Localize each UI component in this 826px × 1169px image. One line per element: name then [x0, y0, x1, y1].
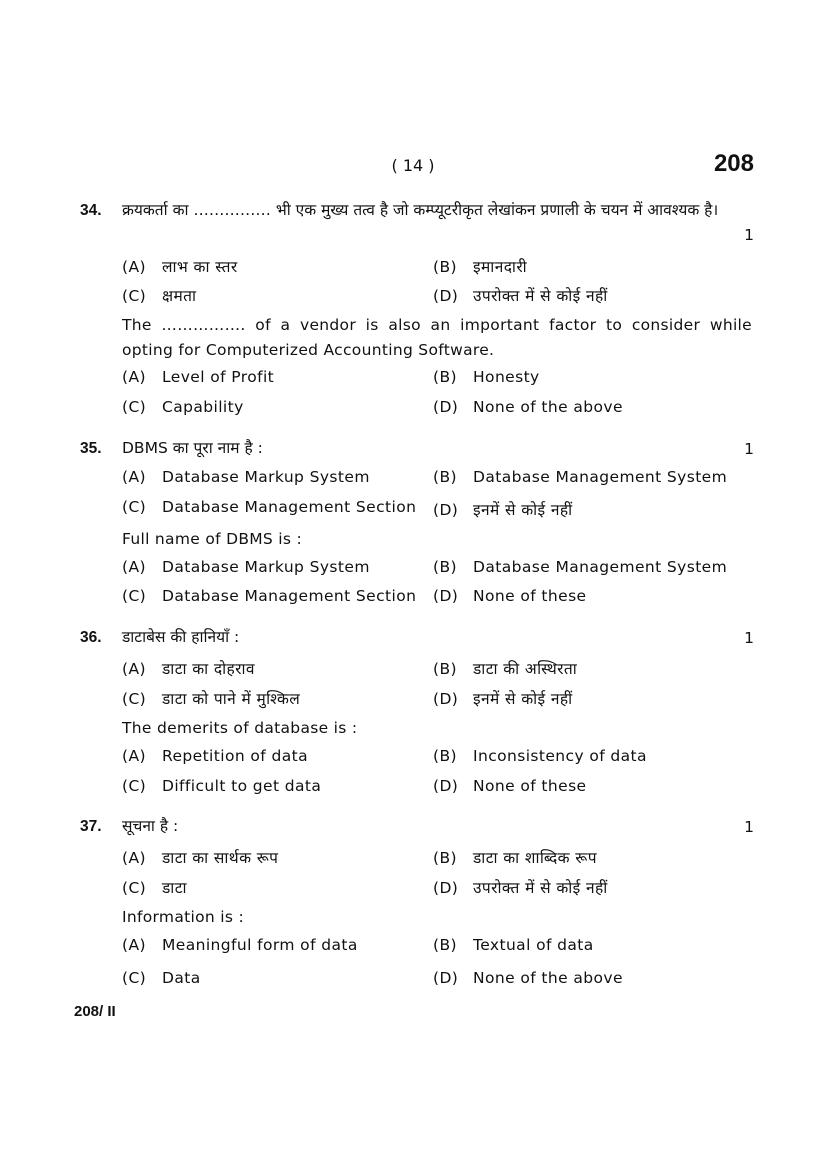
question-number: 37. [80, 818, 102, 835]
option-c-hindi: (C) Database Management Section [122, 498, 417, 516]
option-c-hindi: (C) क्षमता [122, 287, 197, 305]
question-text-hindi: डाटाबेस की हानियाँ : [122, 628, 240, 646]
question-text-hindi: DBMS का पूरा नाम है : [122, 439, 263, 457]
option-b-english: (B) Textual of data [433, 936, 594, 954]
option-d-english: (D) None of the above [433, 398, 623, 416]
question-number: 36. [80, 629, 102, 646]
option-a-english: (A) Level of Profit [122, 368, 275, 386]
option-b-english: (B) Database Management System [433, 558, 728, 576]
question-number: 34. [80, 202, 102, 219]
option-d-english: (D) None of the above [433, 969, 623, 987]
option-a-english: (A) Database Markup System [122, 558, 370, 576]
option-d-hindi: (D) इनमें से कोई नहीं [433, 690, 573, 708]
option-b-hindi: (B) डाटा की अस्थिरता [433, 660, 578, 678]
question-text-hindi: सूचना है : [122, 817, 179, 835]
option-b-hindi: (B) डाटा का शाब्दिक रूप [433, 849, 597, 867]
option-a-hindi: (A) लाभ का स्तर [122, 258, 238, 276]
option-b-hindi: (B) Database Management System [433, 468, 728, 486]
option-c-english: (C) Data [122, 969, 201, 987]
page-number: ( 14 ) [391, 156, 435, 175]
question-marks: 1 [744, 440, 754, 458]
question-text-english: The ……………. of a vendor is also an important factor to consider while opting for Computerized Accounting Software. [122, 316, 752, 359]
option-d-hindi: (D) इनमें से कोई नहीं [433, 501, 573, 519]
question-text-english: Information is : [122, 908, 244, 926]
option-b-hindi: (B) इमानदारी [433, 258, 528, 276]
option-d-hindi: (D) उपरोक्त में से कोई नहीं [433, 879, 608, 897]
option-b-english: (B) Inconsistency of data [433, 747, 647, 765]
question-marks: 1 [744, 629, 754, 647]
option-b-english: (B) Honesty [433, 368, 540, 386]
option-a-hindi: (A) डाटा का दोहराव [122, 660, 255, 678]
option-a-english: (A) Repetition of data [122, 747, 308, 765]
question-text-hindi: क्रयकर्ता का …………… भी एक मुख्य तत्व है जो कम्प्यूटरीकृत लेखांकन प्रणाली के चयन में आवश्यक है। [122, 201, 719, 219]
option-a-english: (A) Meaningful form of data [122, 936, 358, 954]
option-c-english: (C) Difficult to get data [122, 777, 322, 795]
question-text-english: Full name of DBMS is : [122, 530, 303, 548]
option-a-hindi: (A) डाटा का सार्थक रूप [122, 849, 279, 867]
option-c-english: (C) Database Management Section [122, 587, 417, 605]
question-number: 35. [80, 440, 102, 457]
paper-code: 208 [713, 150, 754, 177]
option-d-english: (D) None of these [433, 777, 587, 795]
option-c-hindi: (C) डाटा [122, 879, 187, 897]
question-marks: 1 [744, 226, 754, 244]
question-marks: 1 [744, 818, 754, 836]
option-c-hindi: (C) डाटा को पाने में मुश्किल [122, 690, 301, 708]
question-text-english: The demerits of database is : [122, 719, 358, 737]
option-a-hindi: (A) Database Markup System [122, 468, 370, 486]
option-c-english: (C) Capability [122, 398, 244, 416]
option-d-english: (D) None of these [433, 587, 587, 605]
option-d-hindi: (D) उपरोक्त में से कोई नहीं [433, 287, 608, 305]
footer-code: 208/ II [74, 1003, 116, 1020]
